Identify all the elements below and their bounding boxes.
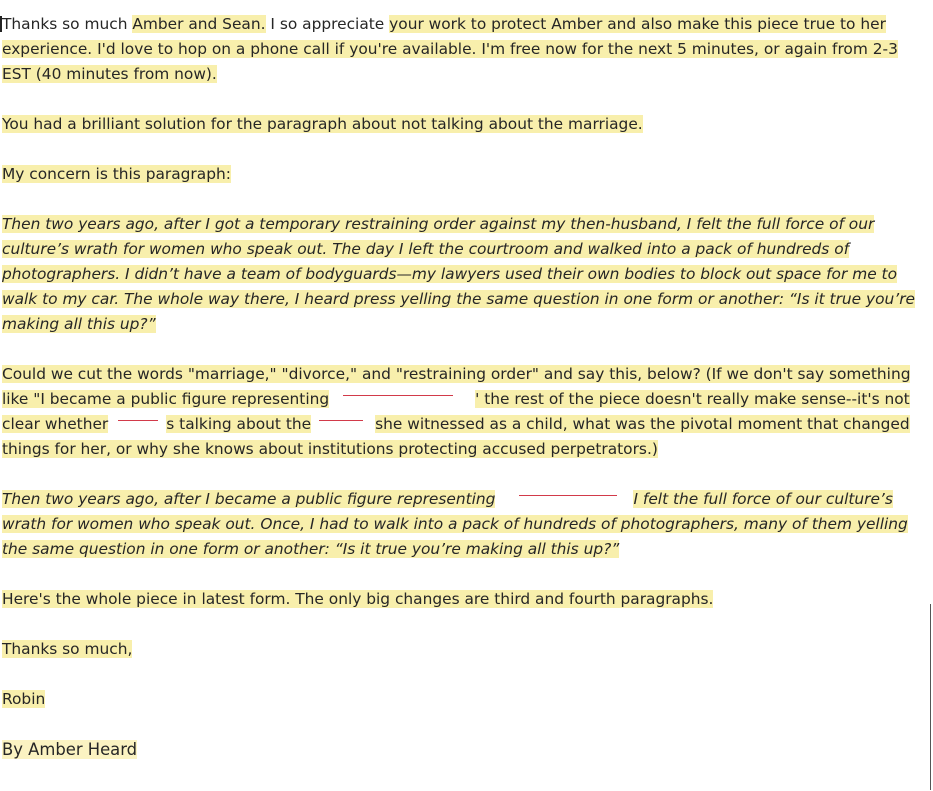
paragraph-latest-form xyxy=(2,587,930,612)
proposal-text-a: Could we cut the words "marriage," "divorce," and "restraining order" and say this, below? (If we don't say something like "I became a public figure representing xyxy=(2,365,911,408)
proposal-text-b: ' the rest of the piece doesn't really make sense--it's not clear whether xyxy=(2,390,910,433)
original-quote-text: Then two years ago, after I got a temporary restraining order against my then-husband, I felt the full force of our culture’s wrath for women who speak out. The day I left the courtroom and walked into a pack of hundreds of photographers. I didn’t have a team of bodyguards—my lawyers used their own bodies to block out space for me to walk to my car. The whole way there, I heard press yelling the same question in one form or another: “Is it true you’re making all this up?” xyxy=(2,215,915,333)
signoff-text: Thanks so much, xyxy=(2,640,133,658)
thanks-lead: Thanks so much xyxy=(2,15,133,33)
byline xyxy=(2,737,930,762)
paragraph-concern xyxy=(2,162,930,187)
email-body xyxy=(2,12,930,762)
solution-text: You had a brilliant solution for the paragraph about not talking about the marriage. xyxy=(2,115,643,133)
redaction-line xyxy=(343,395,453,396)
proposal-text-d: she witnessed as a child, what was the pivotal moment that changed things for her, or why she knows about institutions protecting accused perpetrators.) xyxy=(2,415,910,458)
revised-quote-text-b: I felt the full force of our culture’s wrath for women who speak out. Once, I had to walk into a pack of hundreds of photographers, many of them yelling the same question in one form or another: “Is it true you’re making all this up?” xyxy=(2,490,908,558)
latest-form-text: Here's the whole piece in latest form. The only big changes are third and fourth paragraphs. xyxy=(2,590,714,608)
signoff xyxy=(2,637,930,662)
concern-text: My concern is this paragraph: xyxy=(2,165,231,183)
redaction-line xyxy=(319,420,363,421)
paragraph-proposal xyxy=(2,362,930,462)
call-request-highlight: your work to protect Amber and also make this piece true to her experience. I'd love to hop on a phone call if you're available. I'm free now for the next 5 minutes, or again from 2-3 EST (40 minutes from now). xyxy=(2,15,898,83)
paragraph-original-quote xyxy=(2,212,930,337)
signature-text: Robin xyxy=(2,690,46,708)
revised-quote-text-a: Then two years ago, after I became a public figure representing xyxy=(2,490,496,508)
redaction-line xyxy=(519,495,617,496)
paragraph-thanks xyxy=(2,12,930,87)
paragraph-solution xyxy=(2,112,930,137)
proposal-text-c: s talking about the xyxy=(166,415,312,433)
redaction-line xyxy=(118,420,158,421)
names-highlight: Amber and Sean. xyxy=(132,15,266,33)
appreciate-text: I so appreciate xyxy=(265,15,390,33)
paragraph-revised-quote xyxy=(2,487,930,562)
signature-name xyxy=(2,687,930,712)
scroll-edge-line xyxy=(930,604,931,790)
byline-text: By Amber Heard xyxy=(2,740,138,759)
